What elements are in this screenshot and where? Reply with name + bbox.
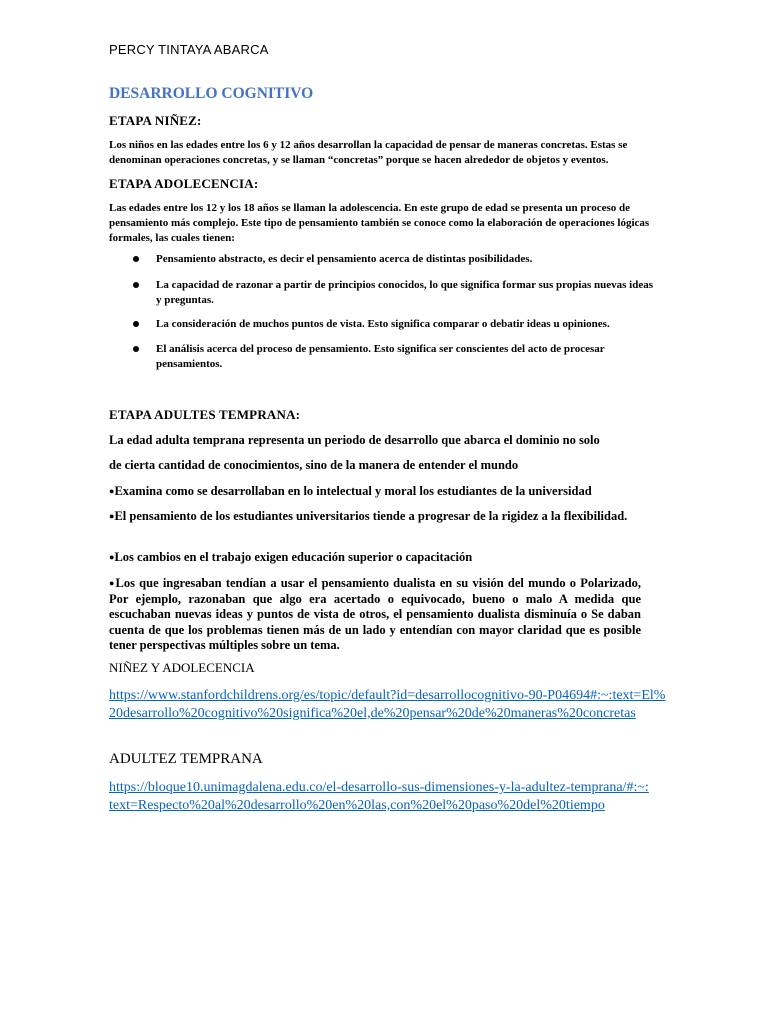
bullet-icon [133, 321, 139, 327]
bullet-icon: ● [109, 552, 115, 562]
list-item-text: Pensamiento abstracto, es decir el pensamiento acerca de distintas posibilidades. [156, 253, 533, 265]
reference-label-ninez: NIÑEZ Y ADOLECENCIA [109, 660, 255, 675]
list-item-text: La capacidad de razonar a partir de principios conocidos, lo que significa formar sus propias nuevas ideas y preguntas. [156, 279, 653, 306]
bullet-icon [133, 256, 139, 262]
adultez-intro-line-1: La edad adulta temprana representa un periodo de desarrollo que abarca el dominio no solo [109, 433, 600, 447]
list-item-text: La consideración de muchos puntos de vista. Esto significa comparar o debatir ideas u opiniones. [156, 318, 610, 330]
author-name: PERCY TINTAYA ABARCA [109, 42, 269, 57]
bullet-icon [133, 282, 139, 288]
heading-adolescencia: ETAPA ADOLECENCIA: [109, 176, 259, 191]
adultez-item-text: Los que ingresaban tendían a usar el pensamiento dualista en su visión del mundo o Polarizado, Por ejemplo, razonaban que algo era acertado o equivocado, bueno o malo A medida que escuchaban nuevas ideas y puntos de vista de otros, el pensamiento dualista disminuía o Se daban cuenta de que los problemas tienen más de un lado y entendían con mayor claridad que es posible tener perspectivas múltiples sobre un tema. [109, 576, 642, 652]
paragraph-ninez: Los niños en las edades entre los 6 y 12 años desarrollan la capacidad de pensar de maneras concretas. Estas se denominan operaciones concretas, y se llaman “concretas” porque se hacen alrededor de objetos y eventos. [109, 139, 628, 166]
reference-label-adultez: ADULTEZ TEMPRANA [109, 751, 263, 767]
adultez-item-text: El pensamiento de los estudiantes universitarios tiende a progresar de la rigidez a la flexibilidad. [114, 509, 628, 523]
heading-adultez: ETAPA ADULTES TEMPRANA: [109, 407, 301, 422]
heading-ninez: ETAPA NIÑEZ: [109, 113, 202, 128]
reference-link-adultez[interactable]: https://bloque10.unimagdalena.edu.co/el-desarrollo-sus-dimensiones-y-la-adultez-temprana/#:~:text=Respecto%20al%20desarrollo%20en%20las,con%20el%20paso%20del%20tiempo [109, 780, 649, 813]
adultez-intro-line-2: de cierta cantidad de conocimientos, sino de la manera de entender el mundo [109, 458, 519, 472]
document-title: DESARROLLO COGNITIVO [109, 85, 314, 102]
bullet-icon [133, 346, 139, 352]
paragraph-adolescencia: Las edades entre los 12 y los 18 años se llaman la adolescencia. En este grupo de edad se presenta un proceso de pensamiento más complejo. Este tipo de pensamiento también se conoce como la elaboración de operaciones lógicas formales, las cuales tienen: [109, 202, 650, 244]
reference-link-ninez[interactable]: https://www.stanfordchildrens.org/es/topic/default?id=desarrollocognitivo-90-P04694#:~:text=El%20desarrollo%20cognitivo%20significa%20el,de%20pensar%20de%20maneras%20concretas [109, 688, 666, 721]
adultez-item-text: Los cambios en el trabajo exigen educación superior o capacitación [114, 550, 473, 564]
list-item-text: El análisis acerca del proceso de pensamiento. Esto significa ser conscientes del acto de procesar pensamientos. [156, 343, 605, 370]
adultez-item [109, 550, 669, 566]
adultez-item [109, 576, 641, 654]
bullet-icon: ● [109, 486, 115, 496]
bullet-icon: ● [109, 511, 115, 521]
adultez-item [109, 509, 641, 525]
adultez-item-text: Examina como se desarrollaban en lo intelectual y moral los estudiantes de la universidad [114, 484, 592, 498]
adultez-item [109, 484, 669, 500]
bullet-icon: ● [109, 578, 116, 588]
